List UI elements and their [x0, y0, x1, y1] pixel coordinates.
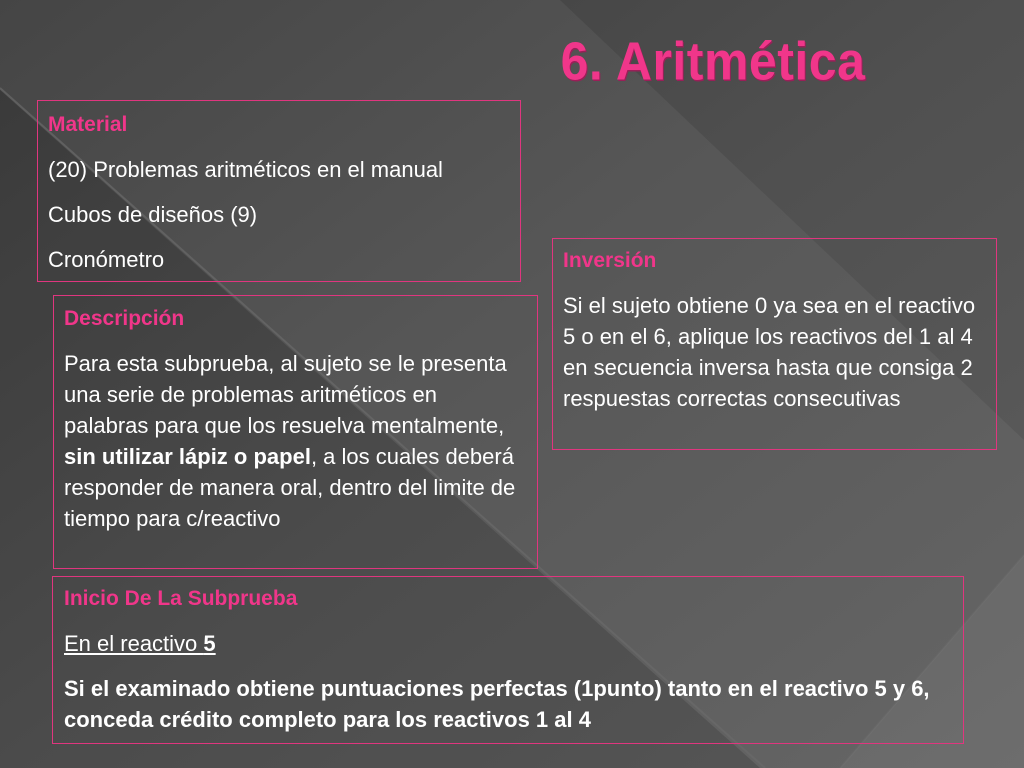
material-box: [37, 100, 521, 282]
descripcion-text-bold: sin utilizar lápiz o papel: [64, 444, 311, 469]
descripcion-text-end: , a los cuales deberá responder de manera oral, dentro del limite de tiempo para c/reactivo: [64, 444, 516, 531]
descripcion-text-start: Para esta subprueba, al sujeto se le presenta una serie de problemas aritméticos en palabras para que los resuelva mentalmente,: [64, 351, 507, 438]
inicio-box: [52, 576, 964, 744]
inicio-rule-text: [64, 673, 952, 735]
descripcion-box: [53, 295, 538, 569]
inicio-reactivo-line: [64, 628, 952, 659]
descripcion-text: [64, 348, 527, 534]
descripcion-heading: Descripción: [64, 307, 185, 330]
inicio-rule-bold: Si el examinado obtiene puntuaciones perfectas (1punto) tanto en el reactivo 5 y 6, conceda crédito completo para los reactivos 1 al 4: [64, 676, 930, 732]
material-heading: Material: [48, 113, 128, 136]
page-title: 6. Aritmética: [560, 31, 866, 92]
material-item: (20) Problemas aritméticos en el manual: [48, 157, 443, 182]
inversion-heading: Inversión: [563, 249, 657, 272]
inversion-text: Si el sujeto obtiene 0 ya sea en el reactivo 5 o en el 6, aplique los reactivos del 1 al 4 en secuencia inversa hasta que consiga 2 respuestas correctas consecutivas: [563, 293, 976, 411]
inversion-box: [552, 238, 997, 450]
inicio-heading: Inicio De La Subprueba: [64, 587, 298, 610]
inicio-reactivo-number: 5: [203, 631, 216, 656]
material-item: Cronómetro: [48, 247, 165, 272]
inicio-reactivo-text: En el reactivo: [64, 631, 204, 656]
material-item: Cubos de diseños (9): [48, 202, 258, 227]
